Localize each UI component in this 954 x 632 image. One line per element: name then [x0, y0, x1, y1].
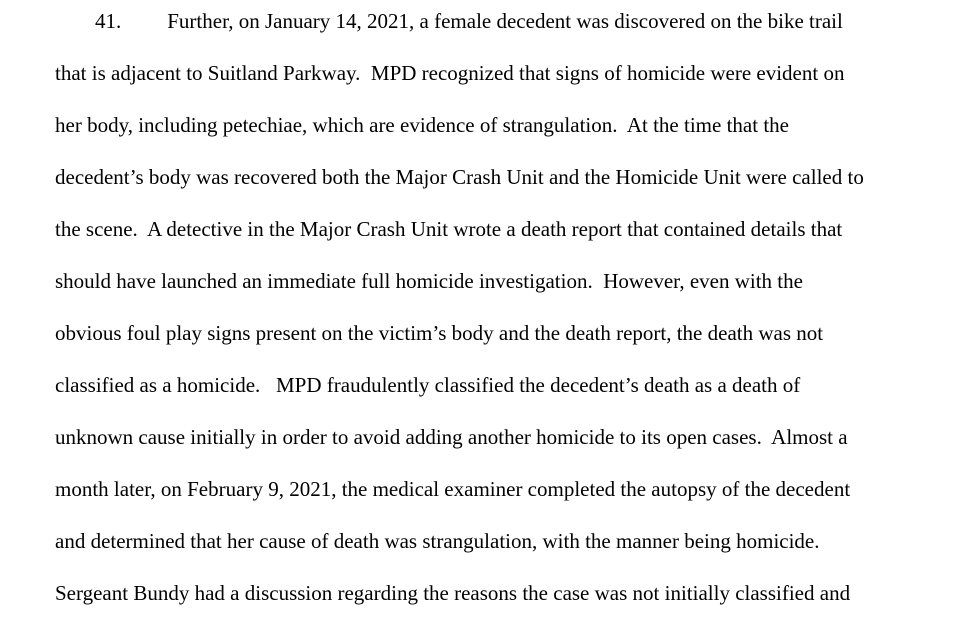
- paragraph-first-line: [55, 0, 918, 47]
- legal-paragraph-41: [55, 0, 918, 619]
- paragraph-line: that is adjacent to Suitland Parkway. MPD recognized that signs of homicide were evident on: [55, 61, 845, 85]
- paragraph-line: unknown cause initially in order to avoid adding another homicide to its open cases. Almost a: [55, 425, 848, 449]
- paragraph-line-text: Further, on January 14, 2021, a female decedent was discovered on the bike trail: [167, 9, 843, 33]
- paragraph-line: decedent’s body was recovered both the Major Crash Unit and the Homicide Unit were called to: [55, 165, 864, 189]
- paragraph-line: the scene. A detective in the Major Crash Unit wrote a death report that contained details that: [55, 217, 843, 241]
- paragraph-line: her body, including petechiae, which are evidence of strangulation. At the time that the: [55, 113, 789, 137]
- paragraph-line: month later, on February 9, 2021, the medical examiner completed the autopsy of the decedent: [55, 477, 851, 501]
- paragraph-line: Sergeant Bundy had a discussion regarding the reasons the case was not initially classified and: [55, 581, 851, 605]
- paragraph-line: classified as a homicide. MPD fraudulently classified the decedent’s death as a death of: [55, 373, 801, 397]
- paragraph-number: 41.: [95, 9, 122, 33]
- paragraph-lines: [55, 47, 918, 619]
- paragraph-line: and determined that her cause of death was strangulation, with the manner being homicide.: [55, 529, 820, 553]
- paragraph-line: should have launched an immediate full homicide investigation. However, even with the: [55, 269, 803, 293]
- paragraph-line: obvious foul play signs present on the victim’s body and the death report, the death was not: [55, 321, 824, 345]
